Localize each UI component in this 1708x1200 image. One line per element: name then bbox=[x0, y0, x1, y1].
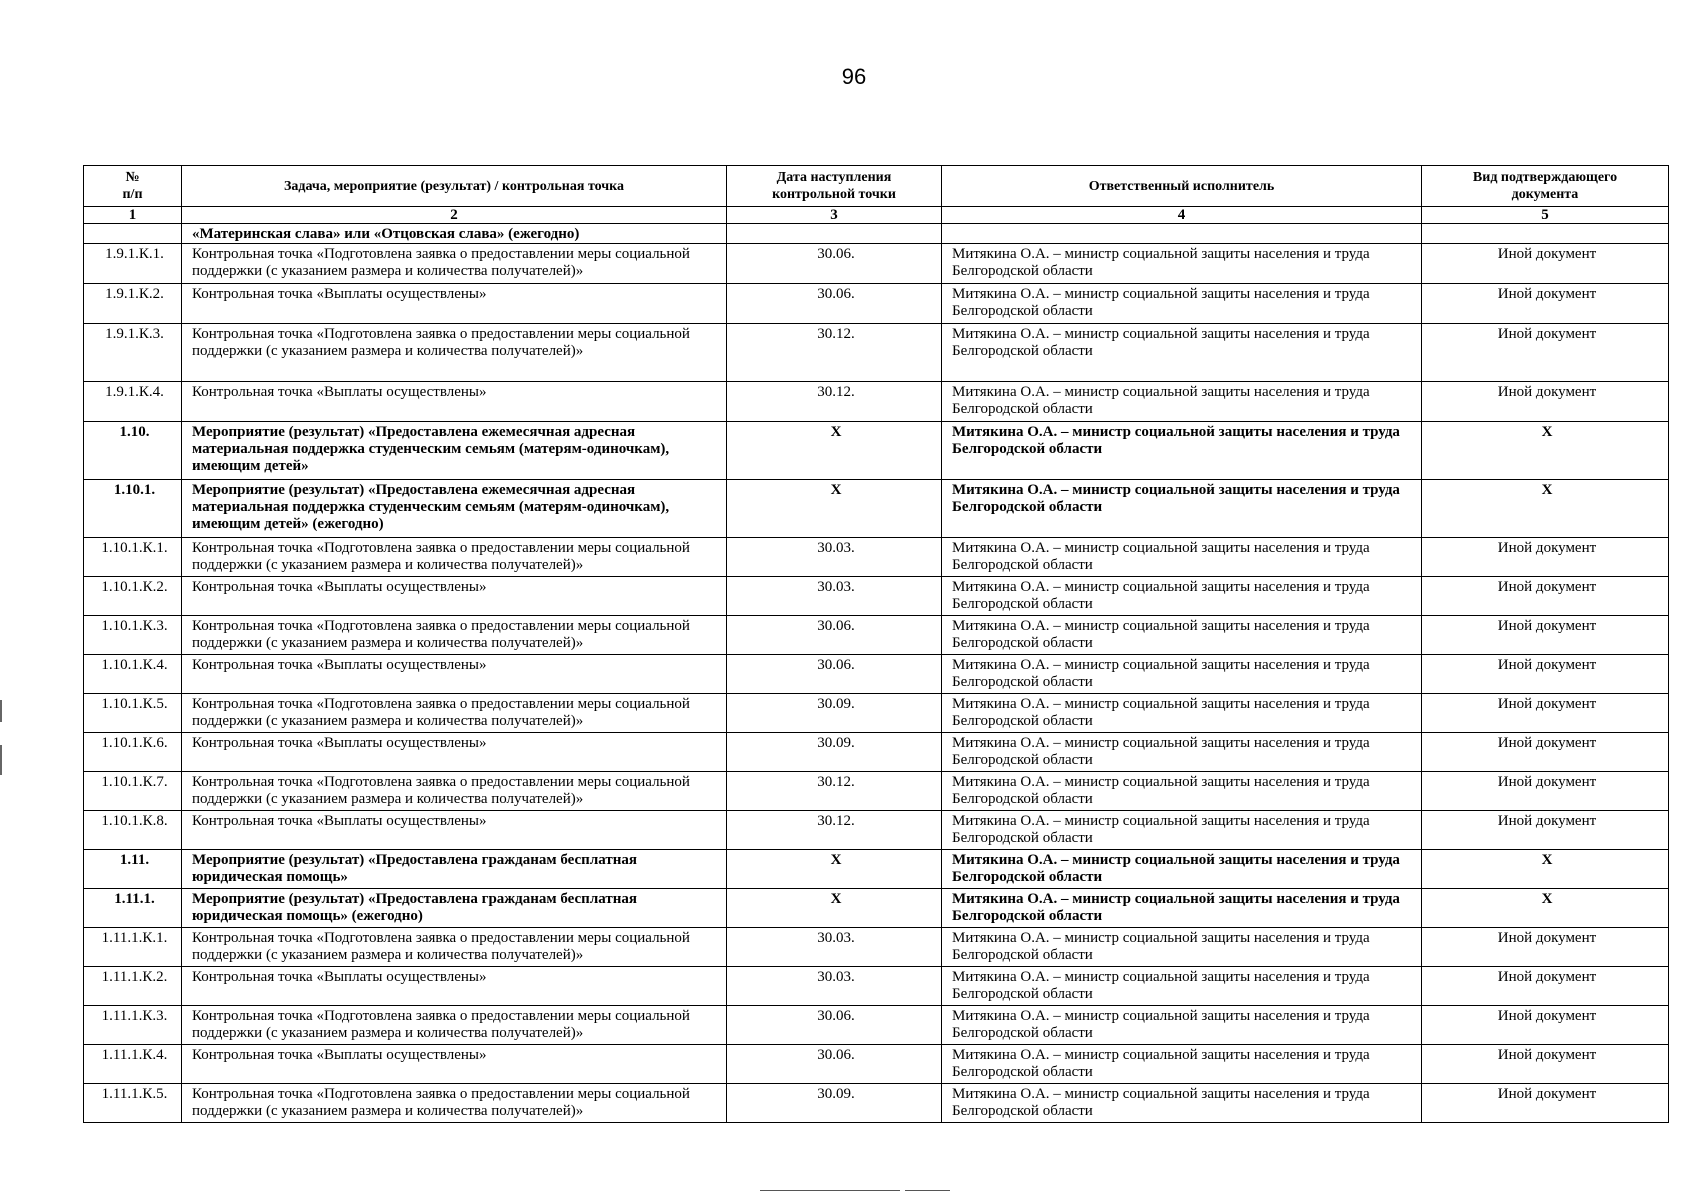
row-task-cell: «Материнская слава» или «Отцовская слава» (ежегодно) bbox=[182, 224, 727, 244]
row-task-cell: Контрольная точка «Подготовлена заявка о предоставлении меры социальной поддержки (с указанием размера и количества получателей)» bbox=[182, 772, 727, 811]
row-task-cell: Контрольная точка «Выплаты осуществлены» bbox=[182, 733, 727, 772]
row-document-cell: Иной документ bbox=[1422, 772, 1669, 811]
table-row bbox=[84, 655, 1669, 694]
header-executor: Ответственный исполнитель bbox=[942, 166, 1422, 207]
row-document-cell: Иной документ bbox=[1422, 928, 1669, 967]
row-number-cell: 1.9.1.К.3. bbox=[84, 324, 182, 382]
row-executor-cell: Митякина О.А. – министр социальной защиты населения и труда Белгородской области bbox=[942, 733, 1422, 772]
row-document-cell bbox=[1422, 224, 1669, 244]
row-date-cell: 30.06. bbox=[727, 284, 942, 324]
table-row bbox=[84, 1084, 1669, 1123]
row-task-cell: Контрольная точка «Подготовлена заявка о предоставлении меры социальной поддержки (с указанием размера и количества получателей)» bbox=[182, 1006, 727, 1045]
row-document-cell: Иной документ bbox=[1422, 694, 1669, 733]
row-date-cell: 30.03. bbox=[727, 967, 942, 1006]
row-executor-cell: Митякина О.А. – министр социальной защиты населения и труда Белгородской области bbox=[942, 382, 1422, 422]
column-number: 3 bbox=[727, 207, 942, 224]
table-body bbox=[84, 224, 1669, 1123]
row-document-cell: Иной документ bbox=[1422, 655, 1669, 694]
row-date-cell: 30.03. bbox=[727, 577, 942, 616]
row-task-cell: Контрольная точка «Выплаты осуществлены» bbox=[182, 577, 727, 616]
row-number-cell: 1.10.1.К.2. bbox=[84, 577, 182, 616]
row-executor-cell: Митякина О.А. – министр социальной защиты населения и труда Белгородской области bbox=[942, 577, 1422, 616]
row-task-cell: Контрольная точка «Подготовлена заявка о предоставлении меры социальной поддержки (с указанием размера и количества получателей)» bbox=[182, 928, 727, 967]
table-row bbox=[84, 733, 1669, 772]
row-task-cell: Контрольная точка «Выплаты осуществлены» bbox=[182, 967, 727, 1006]
row-number-cell: 1.9.1.К.1. bbox=[84, 244, 182, 284]
row-task-cell: Контрольная точка «Подготовлена заявка о предоставлении меры социальной поддержки (с указанием размера и количества получателей)» bbox=[182, 244, 727, 284]
row-number-cell: 1.11.1.К.2. bbox=[84, 967, 182, 1006]
row-task-cell: Контрольная точка «Выплаты осуществлены» bbox=[182, 382, 727, 422]
header-number bbox=[84, 166, 182, 207]
row-executor-cell: Митякина О.А. – министр социальной защиты населения и труда Белгородской области bbox=[942, 928, 1422, 967]
row-date-cell: Х bbox=[727, 889, 942, 928]
row-document-cell: Иной документ bbox=[1422, 811, 1669, 850]
row-date-cell: 30.12. bbox=[727, 811, 942, 850]
header-document bbox=[1422, 166, 1669, 207]
row-date-cell: 30.03. bbox=[727, 538, 942, 577]
row-date-cell: 30.09. bbox=[727, 733, 942, 772]
column-number: 2 bbox=[182, 207, 727, 224]
row-executor-cell: Митякина О.А. – министр социальной защиты населения и труда Белгородской области bbox=[942, 889, 1422, 928]
row-executor-cell: Митякина О.А. – министр социальной защиты населения и труда Белгородской области bbox=[942, 850, 1422, 889]
row-number-cell: 1.9.1.К.4. bbox=[84, 382, 182, 422]
row-number-cell: 1.11. bbox=[84, 850, 182, 889]
header-document-line1: Вид подтверждающего bbox=[1472, 170, 1618, 185]
row-task-cell: Контрольная точка «Подготовлена заявка о предоставлении меры социальной поддержки (с указанием размера и количества получателей)» bbox=[182, 538, 727, 577]
row-task-cell: Мероприятие (результат) «Предоставлена гражданам бесплатная юридическая помощь» bbox=[182, 850, 727, 889]
row-number-cell: 1.10.1.К.8. bbox=[84, 811, 182, 850]
row-date-cell: 30.06. bbox=[727, 1006, 942, 1045]
row-executor-cell: Митякина О.А. – министр социальной защиты населения и труда Белгородской области bbox=[942, 616, 1422, 655]
row-document-cell: Иной документ bbox=[1422, 616, 1669, 655]
row-document-cell: Иной документ bbox=[1422, 1084, 1669, 1123]
row-date-cell: 30.03. bbox=[727, 928, 942, 967]
row-document-cell: Иной документ bbox=[1422, 733, 1669, 772]
table-row bbox=[84, 324, 1669, 382]
row-document-cell: Х bbox=[1422, 480, 1669, 538]
row-executor-cell: Митякина О.А. – министр социальной защиты населения и труда Белгородской области bbox=[942, 811, 1422, 850]
row-date-cell: 30.09. bbox=[727, 694, 942, 733]
row-document-cell: Иной документ bbox=[1422, 967, 1669, 1006]
row-executor-cell: Митякина О.А. – министр социальной защиты населения и труда Белгородской области bbox=[942, 1084, 1422, 1123]
row-executor-cell: Митякина О.А. – министр социальной защиты населения и труда Белгородской области bbox=[942, 772, 1422, 811]
row-number-cell: 1.10.1.К.6. bbox=[84, 733, 182, 772]
header-row bbox=[84, 166, 1669, 207]
row-document-cell: Иной документ bbox=[1422, 577, 1669, 616]
table-row bbox=[84, 422, 1669, 480]
row-task-cell: Контрольная точка «Выплаты осуществлены» bbox=[182, 655, 727, 694]
scan-edge-mark bbox=[0, 745, 2, 775]
row-task-cell: Контрольная точка «Подготовлена заявка о предоставлении меры социальной поддержки (с указанием размера и количества получателей)» bbox=[182, 694, 727, 733]
header-number-line2: п/п bbox=[122, 187, 143, 202]
row-document-cell: Иной документ bbox=[1422, 382, 1669, 422]
footer-rule bbox=[760, 1190, 900, 1191]
control-points-table bbox=[83, 165, 1669, 1123]
row-date-cell: 30.06. bbox=[727, 655, 942, 694]
row-document-cell: Иной документ bbox=[1422, 284, 1669, 324]
row-number-cell bbox=[84, 224, 182, 244]
column-numbers-row bbox=[84, 207, 1669, 224]
table-row bbox=[84, 244, 1669, 284]
header-number-line1: № bbox=[125, 170, 140, 185]
row-number-cell: 1.11.1.К.3. bbox=[84, 1006, 182, 1045]
row-executor-cell: Митякина О.А. – министр социальной защиты населения и труда Белгородской области bbox=[942, 422, 1422, 480]
footer-rule bbox=[905, 1190, 950, 1191]
row-date-cell: 30.06. bbox=[727, 244, 942, 284]
table-row bbox=[84, 538, 1669, 577]
column-number: 4 bbox=[942, 207, 1422, 224]
row-task-cell: Контрольная точка «Подготовлена заявка о предоставлении меры социальной поддержки (с указанием размера и количества получателей)» bbox=[182, 324, 727, 382]
header-document-line2: документа bbox=[1511, 187, 1579, 202]
row-date-cell: 30.09. bbox=[727, 1084, 942, 1123]
row-document-cell: Иной документ bbox=[1422, 244, 1669, 284]
row-number-cell: 1.10.1. bbox=[84, 480, 182, 538]
row-date-cell: 30.12. bbox=[727, 324, 942, 382]
row-date-cell: 30.12. bbox=[727, 772, 942, 811]
table-row bbox=[84, 889, 1669, 928]
table-row bbox=[84, 577, 1669, 616]
table-row bbox=[84, 1045, 1669, 1084]
row-document-cell: Х bbox=[1422, 850, 1669, 889]
row-executor-cell: Митякина О.А. – министр социальной защиты населения и труда Белгородской области bbox=[942, 1045, 1422, 1084]
row-date-cell bbox=[727, 224, 942, 244]
row-document-cell: Х bbox=[1422, 422, 1669, 480]
row-number-cell: 1.11.1.К.4. bbox=[84, 1045, 182, 1084]
row-document-cell: Иной документ bbox=[1422, 324, 1669, 382]
scan-edge-mark bbox=[0, 700, 2, 722]
table-row bbox=[84, 694, 1669, 733]
row-number-cell: 1.11.1. bbox=[84, 889, 182, 928]
table-row bbox=[84, 616, 1669, 655]
table-row bbox=[84, 772, 1669, 811]
page-number: 96 bbox=[841, 64, 867, 89]
row-document-cell: Иной документ bbox=[1422, 1006, 1669, 1045]
row-task-cell: Контрольная точка «Выплаты осуществлены» bbox=[182, 811, 727, 850]
table-row bbox=[84, 811, 1669, 850]
row-number-cell: 1.10.1.К.5. bbox=[84, 694, 182, 733]
header-date-line2: контрольной точки bbox=[772, 187, 896, 202]
row-executor-cell: Митякина О.А. – министр социальной защиты населения и труда Белгородской области bbox=[942, 694, 1422, 733]
row-task-cell: Контрольная точка «Подготовлена заявка о предоставлении меры социальной поддержки (с указанием размера и количества получателей)» bbox=[182, 1084, 727, 1123]
table-row bbox=[84, 382, 1669, 422]
row-number-cell: 1.10.1.К.4. bbox=[84, 655, 182, 694]
row-executor-cell: Митякина О.А. – министр социальной защиты населения и труда Белгородской области bbox=[942, 324, 1422, 382]
row-task-cell: Мероприятие (результат) «Предоставлена ежемесячная адресная материальная поддержка студенческим семьям (матерям-одиночкам), имеющим детей» bbox=[182, 422, 727, 480]
row-number-cell: 1.10. bbox=[84, 422, 182, 480]
row-executor-cell: Митякина О.А. – министр социальной защиты населения и труда Белгородской области bbox=[942, 244, 1422, 284]
header-task: Задача, мероприятие (результат) / контрольная точка bbox=[182, 166, 727, 207]
header-date-line1: Дата наступления bbox=[776, 170, 892, 185]
row-task-cell: Контрольная точка «Подготовлена заявка о предоставлении меры социальной поддержки (с указанием размера и количества получателей)» bbox=[182, 616, 727, 655]
row-date-cell: 30.12. bbox=[727, 382, 942, 422]
row-number-cell: 1.11.1.К.1. bbox=[84, 928, 182, 967]
row-date-cell: Х bbox=[727, 850, 942, 889]
row-executor-cell: Митякина О.А. – министр социальной защиты населения и труда Белгородской области bbox=[942, 538, 1422, 577]
row-date-cell: 30.06. bbox=[727, 1045, 942, 1084]
table-row bbox=[84, 480, 1669, 538]
row-number-cell: 1.10.1.К.3. bbox=[84, 616, 182, 655]
row-number-cell: 1.9.1.К.2. bbox=[84, 284, 182, 324]
table-row bbox=[84, 224, 1669, 244]
header-date bbox=[727, 166, 942, 207]
row-date-cell: Х bbox=[727, 422, 942, 480]
table-row bbox=[84, 967, 1669, 1006]
row-task-cell: Мероприятие (результат) «Предоставлена ежемесячная адресная материальная поддержка студенческим семьям (матерям-одиночкам), имеющим детей» (ежегодно) bbox=[182, 480, 727, 538]
table-row bbox=[84, 284, 1669, 324]
row-document-cell: Иной документ bbox=[1422, 538, 1669, 577]
table-row bbox=[84, 1006, 1669, 1045]
row-document-cell: Х bbox=[1422, 889, 1669, 928]
row-executor-cell: Митякина О.А. – министр социальной защиты населения и труда Белгородской области bbox=[942, 967, 1422, 1006]
row-date-cell: Х bbox=[727, 480, 942, 538]
row-document-cell: Иной документ bbox=[1422, 1045, 1669, 1084]
row-task-cell: Мероприятие (результат) «Предоставлена гражданам бесплатная юридическая помощь» (ежегодно) bbox=[182, 889, 727, 928]
row-number-cell: 1.10.1.К.7. bbox=[84, 772, 182, 811]
row-number-cell: 1.10.1.К.1. bbox=[84, 538, 182, 577]
row-task-cell: Контрольная точка «Выплаты осуществлены» bbox=[182, 1045, 727, 1084]
column-number: 5 bbox=[1422, 207, 1669, 224]
row-executor-cell: Митякина О.А. – министр социальной защиты населения и труда Белгородской области bbox=[942, 480, 1422, 538]
row-task-cell: Контрольная точка «Выплаты осуществлены» bbox=[182, 284, 727, 324]
row-executor-cell: Митякина О.А. – министр социальной защиты населения и труда Белгородской области bbox=[942, 284, 1422, 324]
row-executor-cell bbox=[942, 224, 1422, 244]
row-executor-cell: Митякина О.А. – министр социальной защиты населения и труда Белгородской области bbox=[942, 655, 1422, 694]
table-row bbox=[84, 928, 1669, 967]
row-number-cell: 1.11.1.К.5. bbox=[84, 1084, 182, 1123]
row-date-cell: 30.06. bbox=[727, 616, 942, 655]
row-executor-cell: Митякина О.А. – министр социальной защиты населения и труда Белгородской области bbox=[942, 1006, 1422, 1045]
table-row bbox=[84, 850, 1669, 889]
column-number: 1 bbox=[84, 207, 182, 224]
